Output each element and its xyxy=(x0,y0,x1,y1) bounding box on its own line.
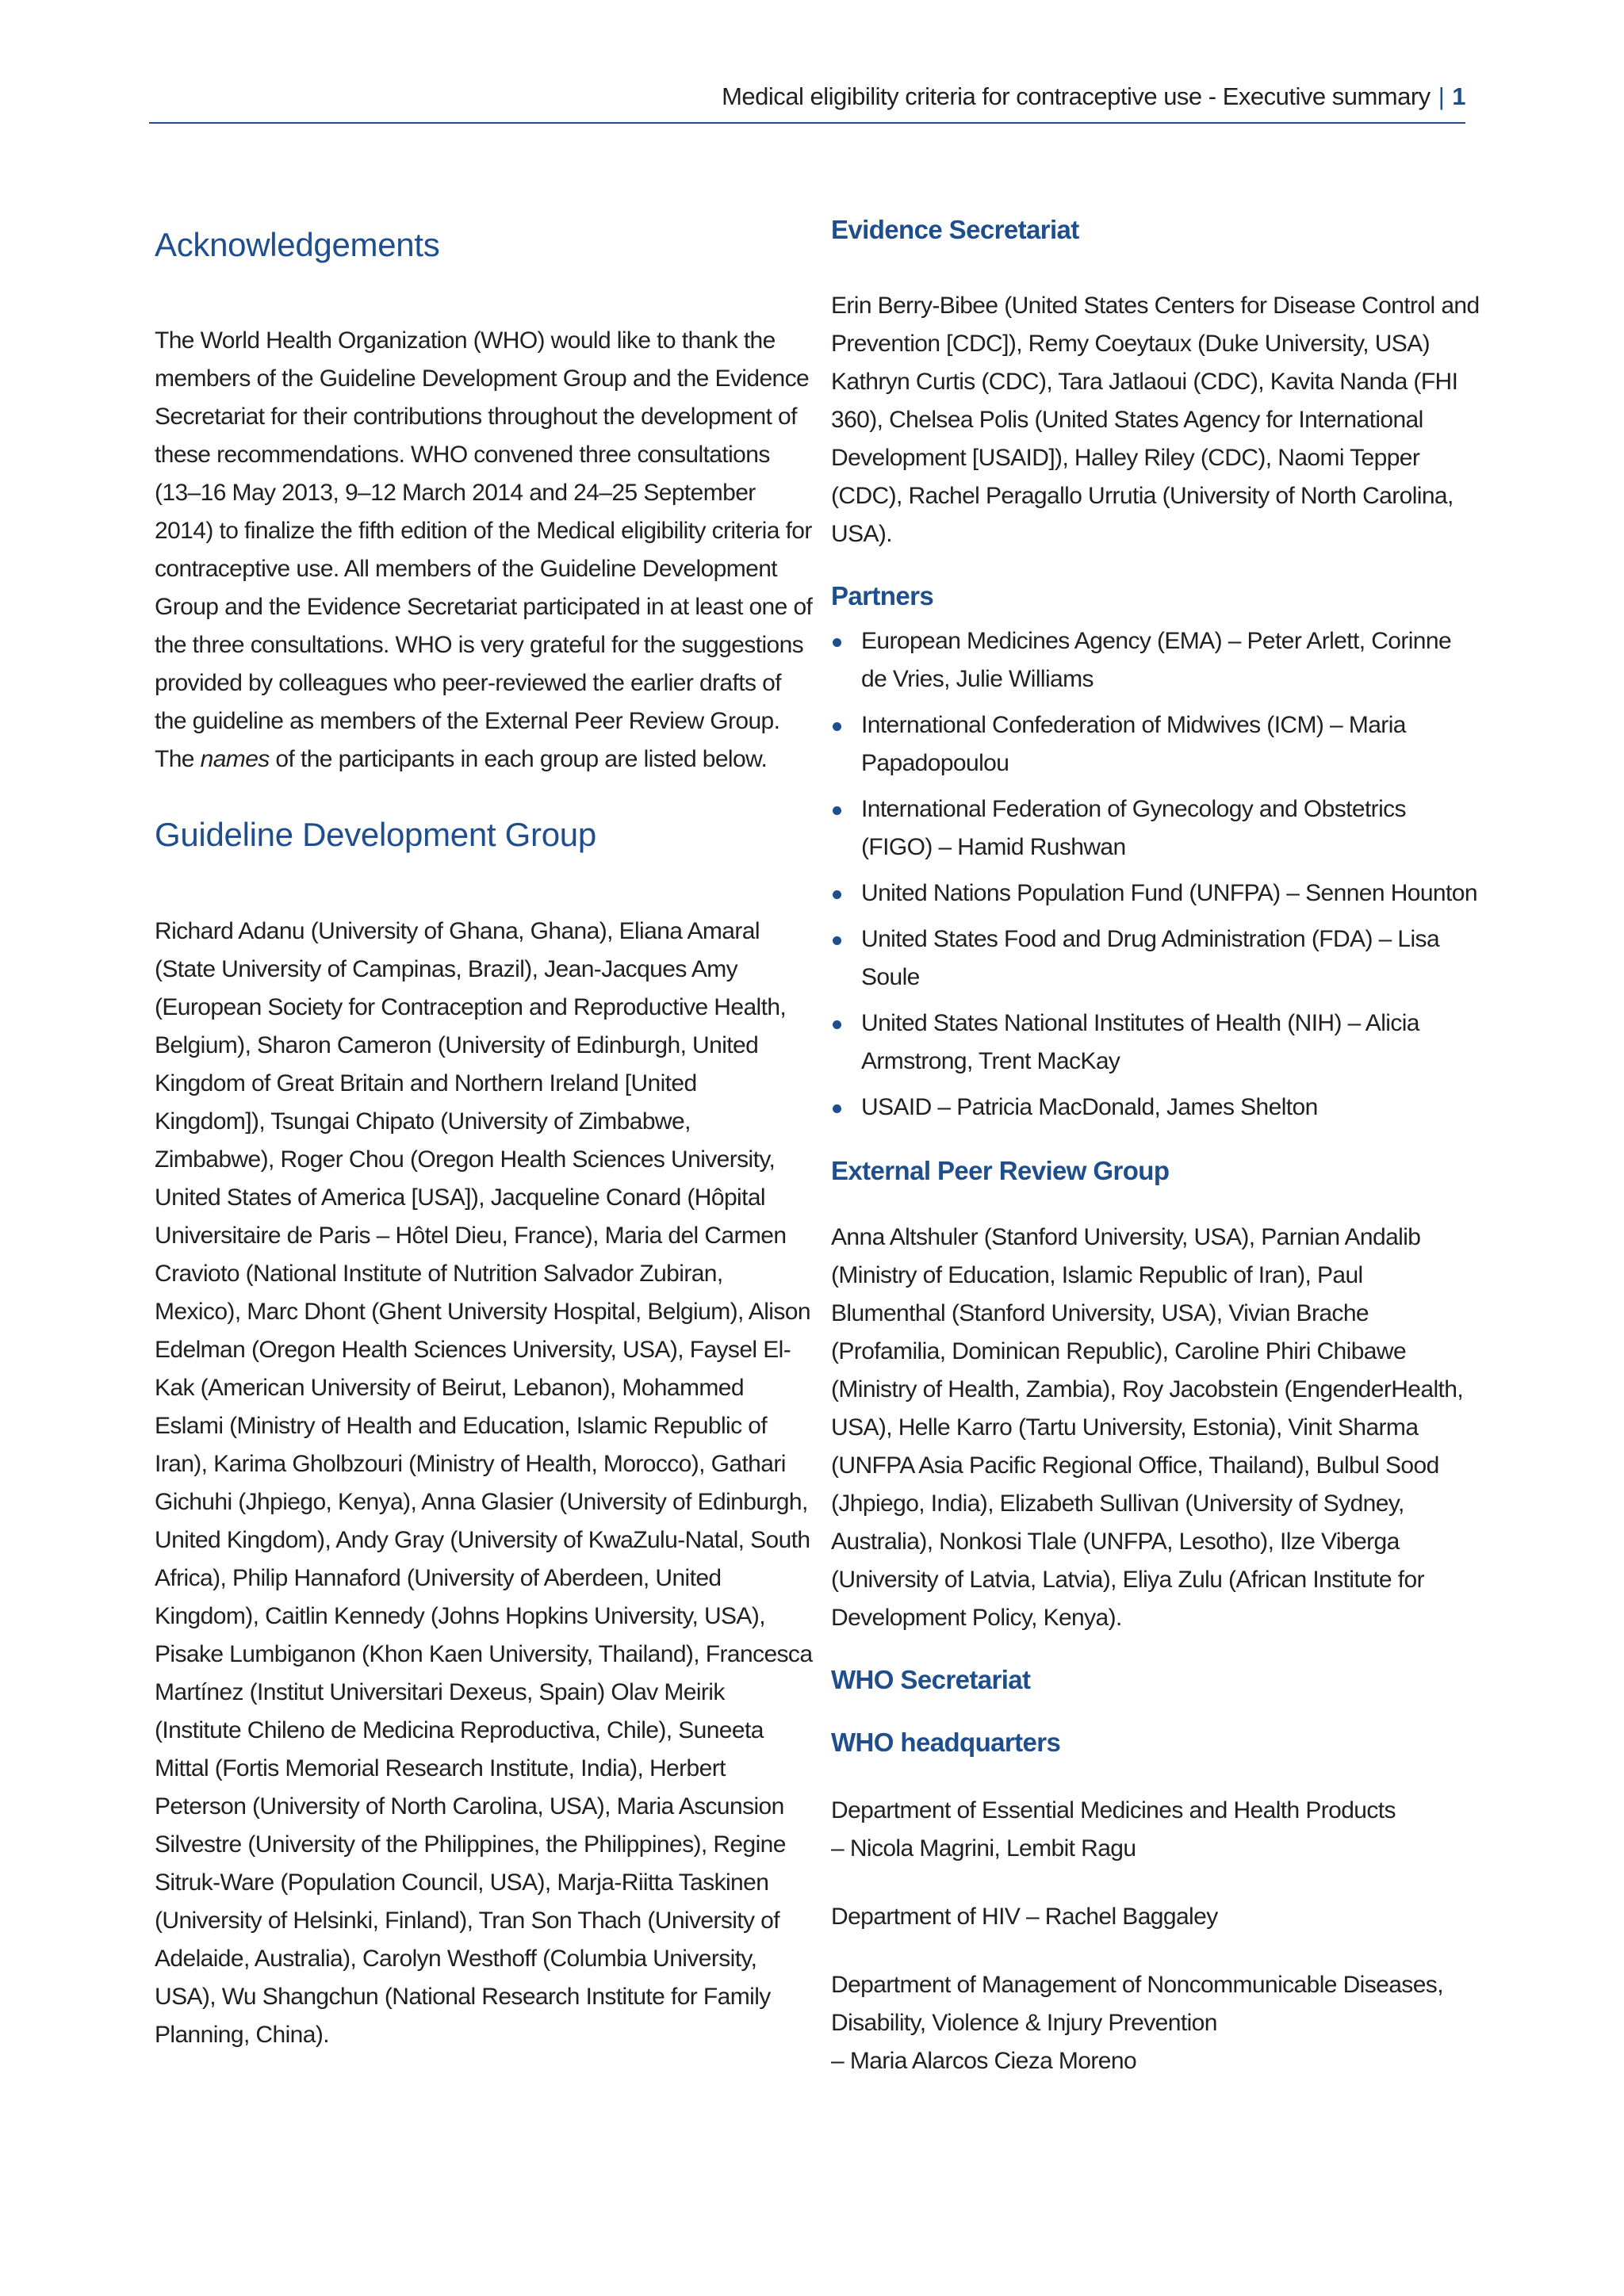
department-entry xyxy=(831,1792,1481,1868)
department-people: – Maria Alarcos Cieza Moreno xyxy=(831,2047,1137,2074)
bullet-icon xyxy=(833,638,841,647)
department-entry xyxy=(831,1966,1481,2080)
partners-list-item xyxy=(831,920,1481,997)
bullet-icon xyxy=(833,890,841,899)
right-column xyxy=(831,214,1481,2080)
department-name: Department of Essential Medicines and Health Products xyxy=(831,1797,1396,1823)
acknowledgements-body xyxy=(155,322,813,779)
partners-heading: Partners xyxy=(831,580,934,610)
left-column xyxy=(155,214,813,2054)
partners-list-item xyxy=(831,1089,1481,1127)
acknowledgements-body-emphasis: names xyxy=(200,746,270,773)
acknowledgements-body-end: of the participants in each group are listed below. xyxy=(269,746,768,773)
guideline-development-group-heading: Guideline Development Group xyxy=(155,816,596,854)
guideline-development-group-body: Richard Adanu (University of Ghana, Ghana), Eliana Amaral (State University of Campinas, Brazil), Jean-Jacques Amy (European Society for Contraception and Reproductive Health, Belgium), Sharon Cameron (University of Edinburgh, United Kingdom of Great Britain and Northern Ireland [United Kingdom]), Tsungai Chipato (University of Zimbabwe, Zimbabwe), Roger Chou (Oregon Health Sciences University, United States of America [USA]), Jacqueline Conard (Hôpital Universitaire de Paris – Hôtel Dieu, France), Maria del Carmen Cravioto (National Institute of Nutrition Salvador Zubiran, Mexico), Marc Dhont (Ghent University Hospital, Belgium), Alison Edelman (Oregon Health Sciences University, USA), Faysel El-Kak (American University of Beirut, Lebanon), Mohammed Eslami (Ministry of Health and Education, Islamic Republic of Iran), Karima Gholbzouri (Ministry of Health, Morocco), Gathari Gichuhi (Jhpiego, Kenya), Anna Glasier (University of Edinburgh, United Kingdom), Andy Gray (University of KwaZulu-Natal, South Africa), Philip Hannaford (University of Aberdeen, United Kingdom), Caitlin Kennedy (Johns Hopkins University, USA), Pisake Lumbiganon (Khon Kaen University, Thailand), Francesca Martínez (Institut Universitari Dexeus, Spain) Olav Meirik (Institute Chileno de Medicina Reproductiva, Chile), Suneeta Mittal (Fortis Memorial Research Institute, India), Herbert Peterson (University of North Carolina, USA), Maria Ascunsion Silvestre (University of the Philippines, the Philippines), Regine Sitruk-Ware (Population Council, USA), Marja-Riitta Taskinen (University of Helsinki, Finland), Tran Son Thach (University of Adelaide, Australia), Carolyn Westhoff (Columbia University, USA), Wu Shangchun (National Research Institute for Family Planning, China). xyxy=(155,917,813,2048)
department-entry xyxy=(831,1898,1481,1936)
department-name: Department of Management of Noncommunicable Diseases, Disability, Violence & Injury Prevention xyxy=(831,1971,1443,2036)
partner-text: United States National Institutes of Health (NIH) – Alicia Armstrong, Trent MacKay xyxy=(861,1010,1419,1075)
evidence-secretariat-body: Erin Berry-Bibee (United States Centers for Disease Control and Prevention [CDC]), Remy Coeytaux (Duke University, USA) Kathryn Curtis (CDC), Tara Jatlaoui (CDC), Kavita Nanda (FHI 360), Chelsea Polis (United States Agency for International Development [USAID]), Halley Riley (CDC), Naomi Tepper (CDC), Rachel Peragallo Urrutia (University of North Carolina, USA). xyxy=(831,292,1480,547)
partners-list xyxy=(831,622,1481,1127)
partner-text: International Confederation of Midwives (ICM) – Maria Papadopoulou xyxy=(861,712,1406,777)
partner-text: International Federation of Gynecology and Obstetrics (FIGO) – Hamid Rushwan xyxy=(861,796,1406,861)
evidence-secretariat-heading: Evidence Secretariat xyxy=(831,215,1079,244)
page-header xyxy=(149,76,1465,124)
running-header-separator: | xyxy=(1438,82,1445,110)
partners-list-item xyxy=(831,706,1481,783)
page-number: 1 xyxy=(1452,82,1465,110)
partner-text: United Nations Population Fund (UNFPA) – Sennen Hounton xyxy=(861,880,1477,907)
department-people: – Nicola Magrini, Lembit Ragu xyxy=(831,1835,1136,1862)
external-peer-review-group-body: Anna Altshuler (Stanford University, USA), Parnian Andalib (Ministry of Education, Islamic Republic of Iran), Paul Blumenthal (Stanford University, USA), Vivian Brache (Profamilia, Dominican Republic), Caroline Phiri Chibawe (Ministry of Health, Zambia), Roy Jacobstein (EngenderHealth, USA), Helle Karro (Tartu University, Estonia), Vinit Sharma (UNFPA Asia Pacific Regional Office, Thailand), Bulbul Sood (Jhpiego, India), Elizabeth Sullivan (University of Sydney, Australia), Nonkosi Tlale (UNFPA, Lesotho), Ilze Viberga (University of Latvia, Latvia), Eliya Zulu (African Institute for Development Policy, Kenya). xyxy=(831,1223,1464,1631)
partners-list-item xyxy=(831,790,1481,867)
bullet-icon xyxy=(833,806,841,815)
partner-text: European Medicines Agency (EMA) – Peter Arlett, Corinne de Vries, Julie Williams xyxy=(861,628,1452,693)
partners-list-item xyxy=(831,874,1481,913)
bullet-icon xyxy=(833,1020,841,1029)
partner-text: United States Food and Drug Administration (FDA) – Lisa Soule xyxy=(861,926,1440,991)
acknowledgements-body-start: The World Health Organization (WHO) would like to thank the members of the Guideline Development Group and the Evidence Secretariat for their contributions throughout the development of these recommendations. WHO convened three consultations (13–16 May 2013, 9–12 March 2014 and 24–25 September 2014) to finalize the fifth edition of the Medical eligibility criteria for contraceptive use. All members of the Guideline Development Group and the Evidence Secretariat participated in at least one of the three consultations. WHO is very grateful for the suggestions provided by colleagues who peer-reviewed the earlier drafts of the guideline as members of the External Peer Review Group. The xyxy=(155,327,813,773)
running-header-title: Medical eligibility criteria for contraceptive use - Executive summary xyxy=(722,82,1431,110)
who-headquarters-heading: WHO headquarters xyxy=(831,1728,1061,1758)
bullet-icon xyxy=(833,936,841,945)
partners-list-item xyxy=(831,1004,1481,1081)
who-secretariat-heading: WHO Secretariat xyxy=(831,1664,1031,1694)
department-name: Department of HIV – Rachel Baggaley xyxy=(831,1903,1218,1930)
bullet-icon xyxy=(833,722,841,731)
partners-list-item xyxy=(831,622,1481,698)
running-header xyxy=(722,84,1465,109)
external-peer-review-group-heading: External Peer Review Group xyxy=(831,1156,1170,1186)
acknowledgements-heading: Acknowledgements xyxy=(155,226,440,263)
bullet-icon xyxy=(833,1104,841,1113)
partner-text: USAID – Patricia MacDonald, James Shelton xyxy=(861,1094,1318,1121)
